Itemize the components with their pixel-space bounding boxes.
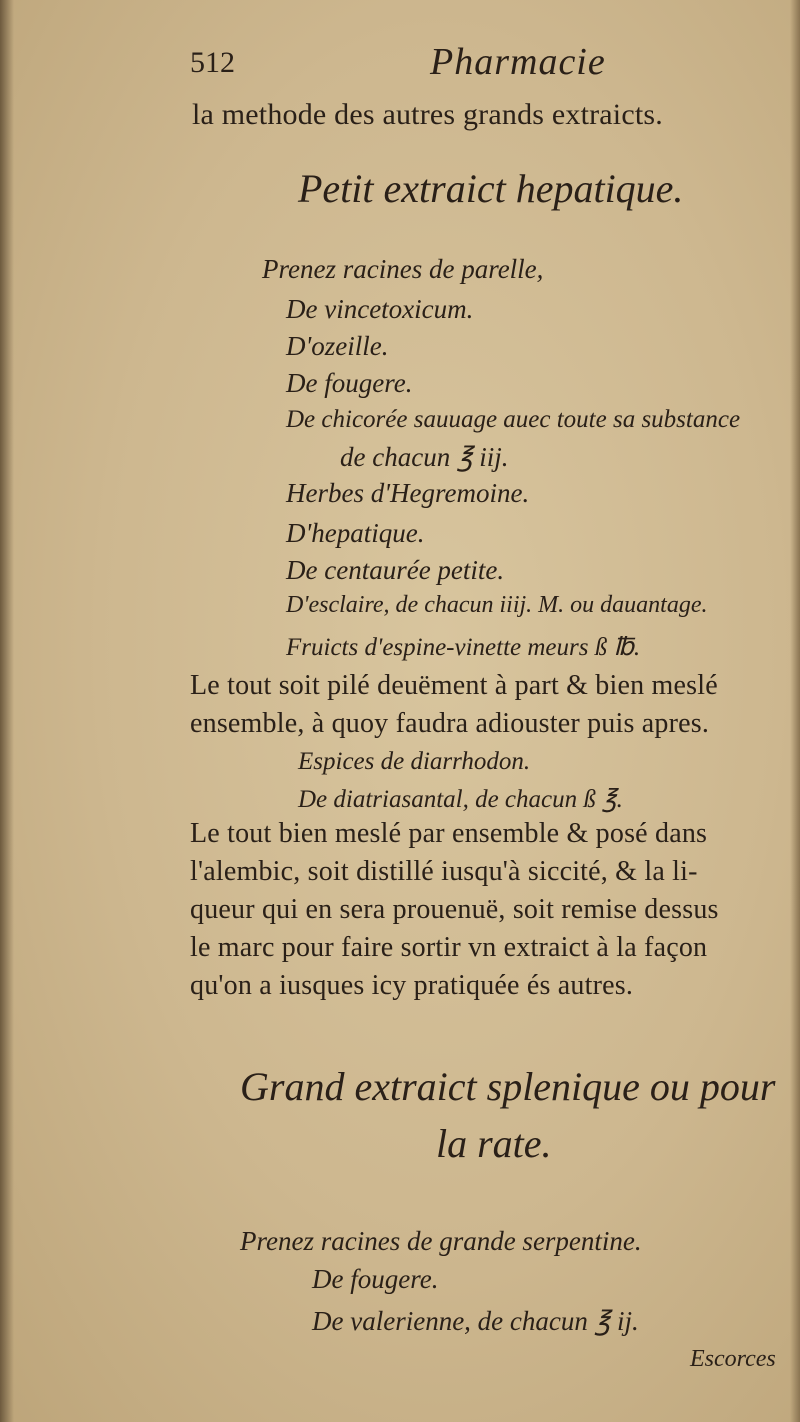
recipe-line: Fruicts d'espine-vinette meurs ß ℔. [286,634,641,661]
recipe-line: de chacun ℥ iij. [340,442,509,472]
recipe-line: De fougere. [286,368,413,398]
recipe-line: De chicorée sauuage auec toute sa substance [286,406,741,433]
recipe-line: De valerienne, de chacun ℥ ij. [312,1306,639,1336]
section1-heading: Petit extraict hepatique. [298,166,684,211]
paragraph-line: Le tout bien meslé par ensemble & posé dans [190,818,708,849]
catchword: Escorces [690,1346,776,1372]
recipe-line: Espices de diarrhodon. [298,748,531,775]
section2-heading-continued: la rate. [436,1121,552,1166]
paragraph-line: Le tout soit pilé deuëment à part & bien meslé [190,670,718,701]
recipe-line: Prenez racines de grande serpentine. [240,1226,642,1256]
recipe-line: D'ozeille. [286,331,389,361]
page-edge-shadow [790,0,800,1422]
running-title: Pharmacie [430,41,606,83]
paragraph-line: ensemble, à quoy faudra adiouster puis apres. [190,708,710,739]
paragraph-line: qu'on a iusques icy pratiquée és autres. [190,970,634,1001]
paragraph-line: l'alembic, soit distillé iusqu'à siccité, & la li- [190,856,698,887]
recipe-line: De vincetoxicum. [286,294,474,324]
recipe-line: De centaurée petite. [286,555,505,585]
running-head [190,40,750,90]
page-number: 512 [190,46,235,79]
recipe-line: D'esclaire, de chacun iiij. M. ou dauantage. [286,592,708,618]
recipe-line: De diatriasantal, de chacun ß ℥. [298,786,623,813]
page-gutter-shadow [0,0,14,1422]
recipe-line: De fougere. [312,1264,439,1294]
intro-line: la methode des autres grands extraicts. [192,98,663,131]
recipe-line: Prenez racines de parelle, [262,254,544,284]
recipe-line: D'hepatique. [286,518,425,548]
recipe-line: Herbes d'Hegremoine. [286,478,530,508]
paragraph-line: queur qui en sera prouenuë, soit remise dessus [190,894,719,925]
section2-heading: Grand extraict splenique ou pour [240,1064,776,1109]
paragraph-line: le marc pour faire sortir vn extraict à la façon [190,932,708,963]
